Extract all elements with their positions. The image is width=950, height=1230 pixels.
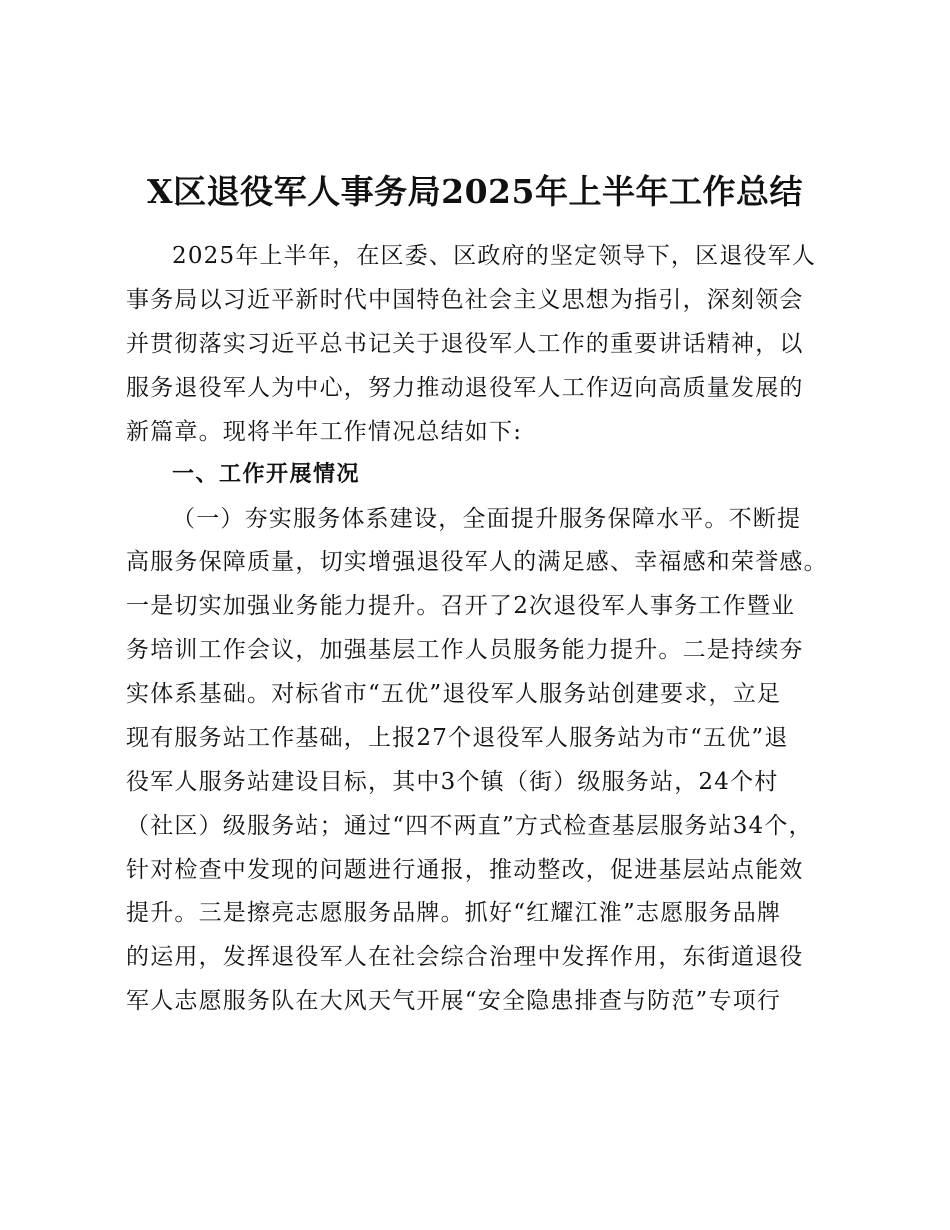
- body-line-10: 提升。三是擦亮志愿服务品牌。抓好“红耀江淮”志愿服务品牌: [126, 900, 782, 926]
- body-line-11: 的运用，发挥退役军人在社会综合治理中发挥作用，东街道退役: [126, 944, 804, 970]
- intro-line-2: 事务局以习近平新时代中国特色社会主义思想为指引，深刻领会: [126, 287, 804, 313]
- document-title: X区退役军人事务局2025年上半年工作总结: [147, 172, 803, 211]
- body-line-4: 务培训工作会议，加强基层工作人员服务能力提升。二是持续夯: [126, 637, 804, 663]
- intro-line-3: 并贯彻落实习近平总书记关于退役军人工作的重要讲话精神，以: [126, 331, 804, 357]
- body-line-12: 军人志愿服务队在大风天气开展“安全隐患排查与防范”专项行: [126, 988, 782, 1014]
- body-line-1: （一）夯实服务体系建设，全面提升服务保障水平。不断提: [172, 506, 802, 532]
- intro-line-4: 服务退役军人为中心，努力推动退役军人工作迈向高质量发展的: [126, 375, 804, 401]
- body-line-8: （社区）级服务站；通过“四不两直”方式检查基层服务站34个，: [126, 813, 813, 839]
- body-line-6: 现有服务站工作基础，上报27个退役军人服务站为市“五优”退: [126, 725, 789, 751]
- body-line-3: 一是切实加强业务能力提升。召开了2次退役军人事务工作暨业: [126, 593, 796, 619]
- body-line-7: 役军人服务站建设目标，其中3个镇（街）级服务站，24个村: [126, 769, 779, 795]
- body-line-9: 针对检查中发现的问题进行通报，推动整改，促进基层站点能效: [126, 857, 804, 883]
- intro-line-5: 新篇章。现将半年工作情况总结如下:: [126, 419, 523, 445]
- intro-line-1: 2025年上半年，在区委、区政府的坚定领导下，区退役军人: [172, 243, 817, 269]
- body-line-2: 高服务保障质量，切实增强退役军人的满足感、幸福感和荣誉感。: [126, 549, 828, 575]
- body-line-5: 实体系基础。对标省市“五优”退役军人服务站创建要求，立足: [126, 681, 782, 707]
- section-heading: 一、工作开展情况: [172, 462, 361, 487]
